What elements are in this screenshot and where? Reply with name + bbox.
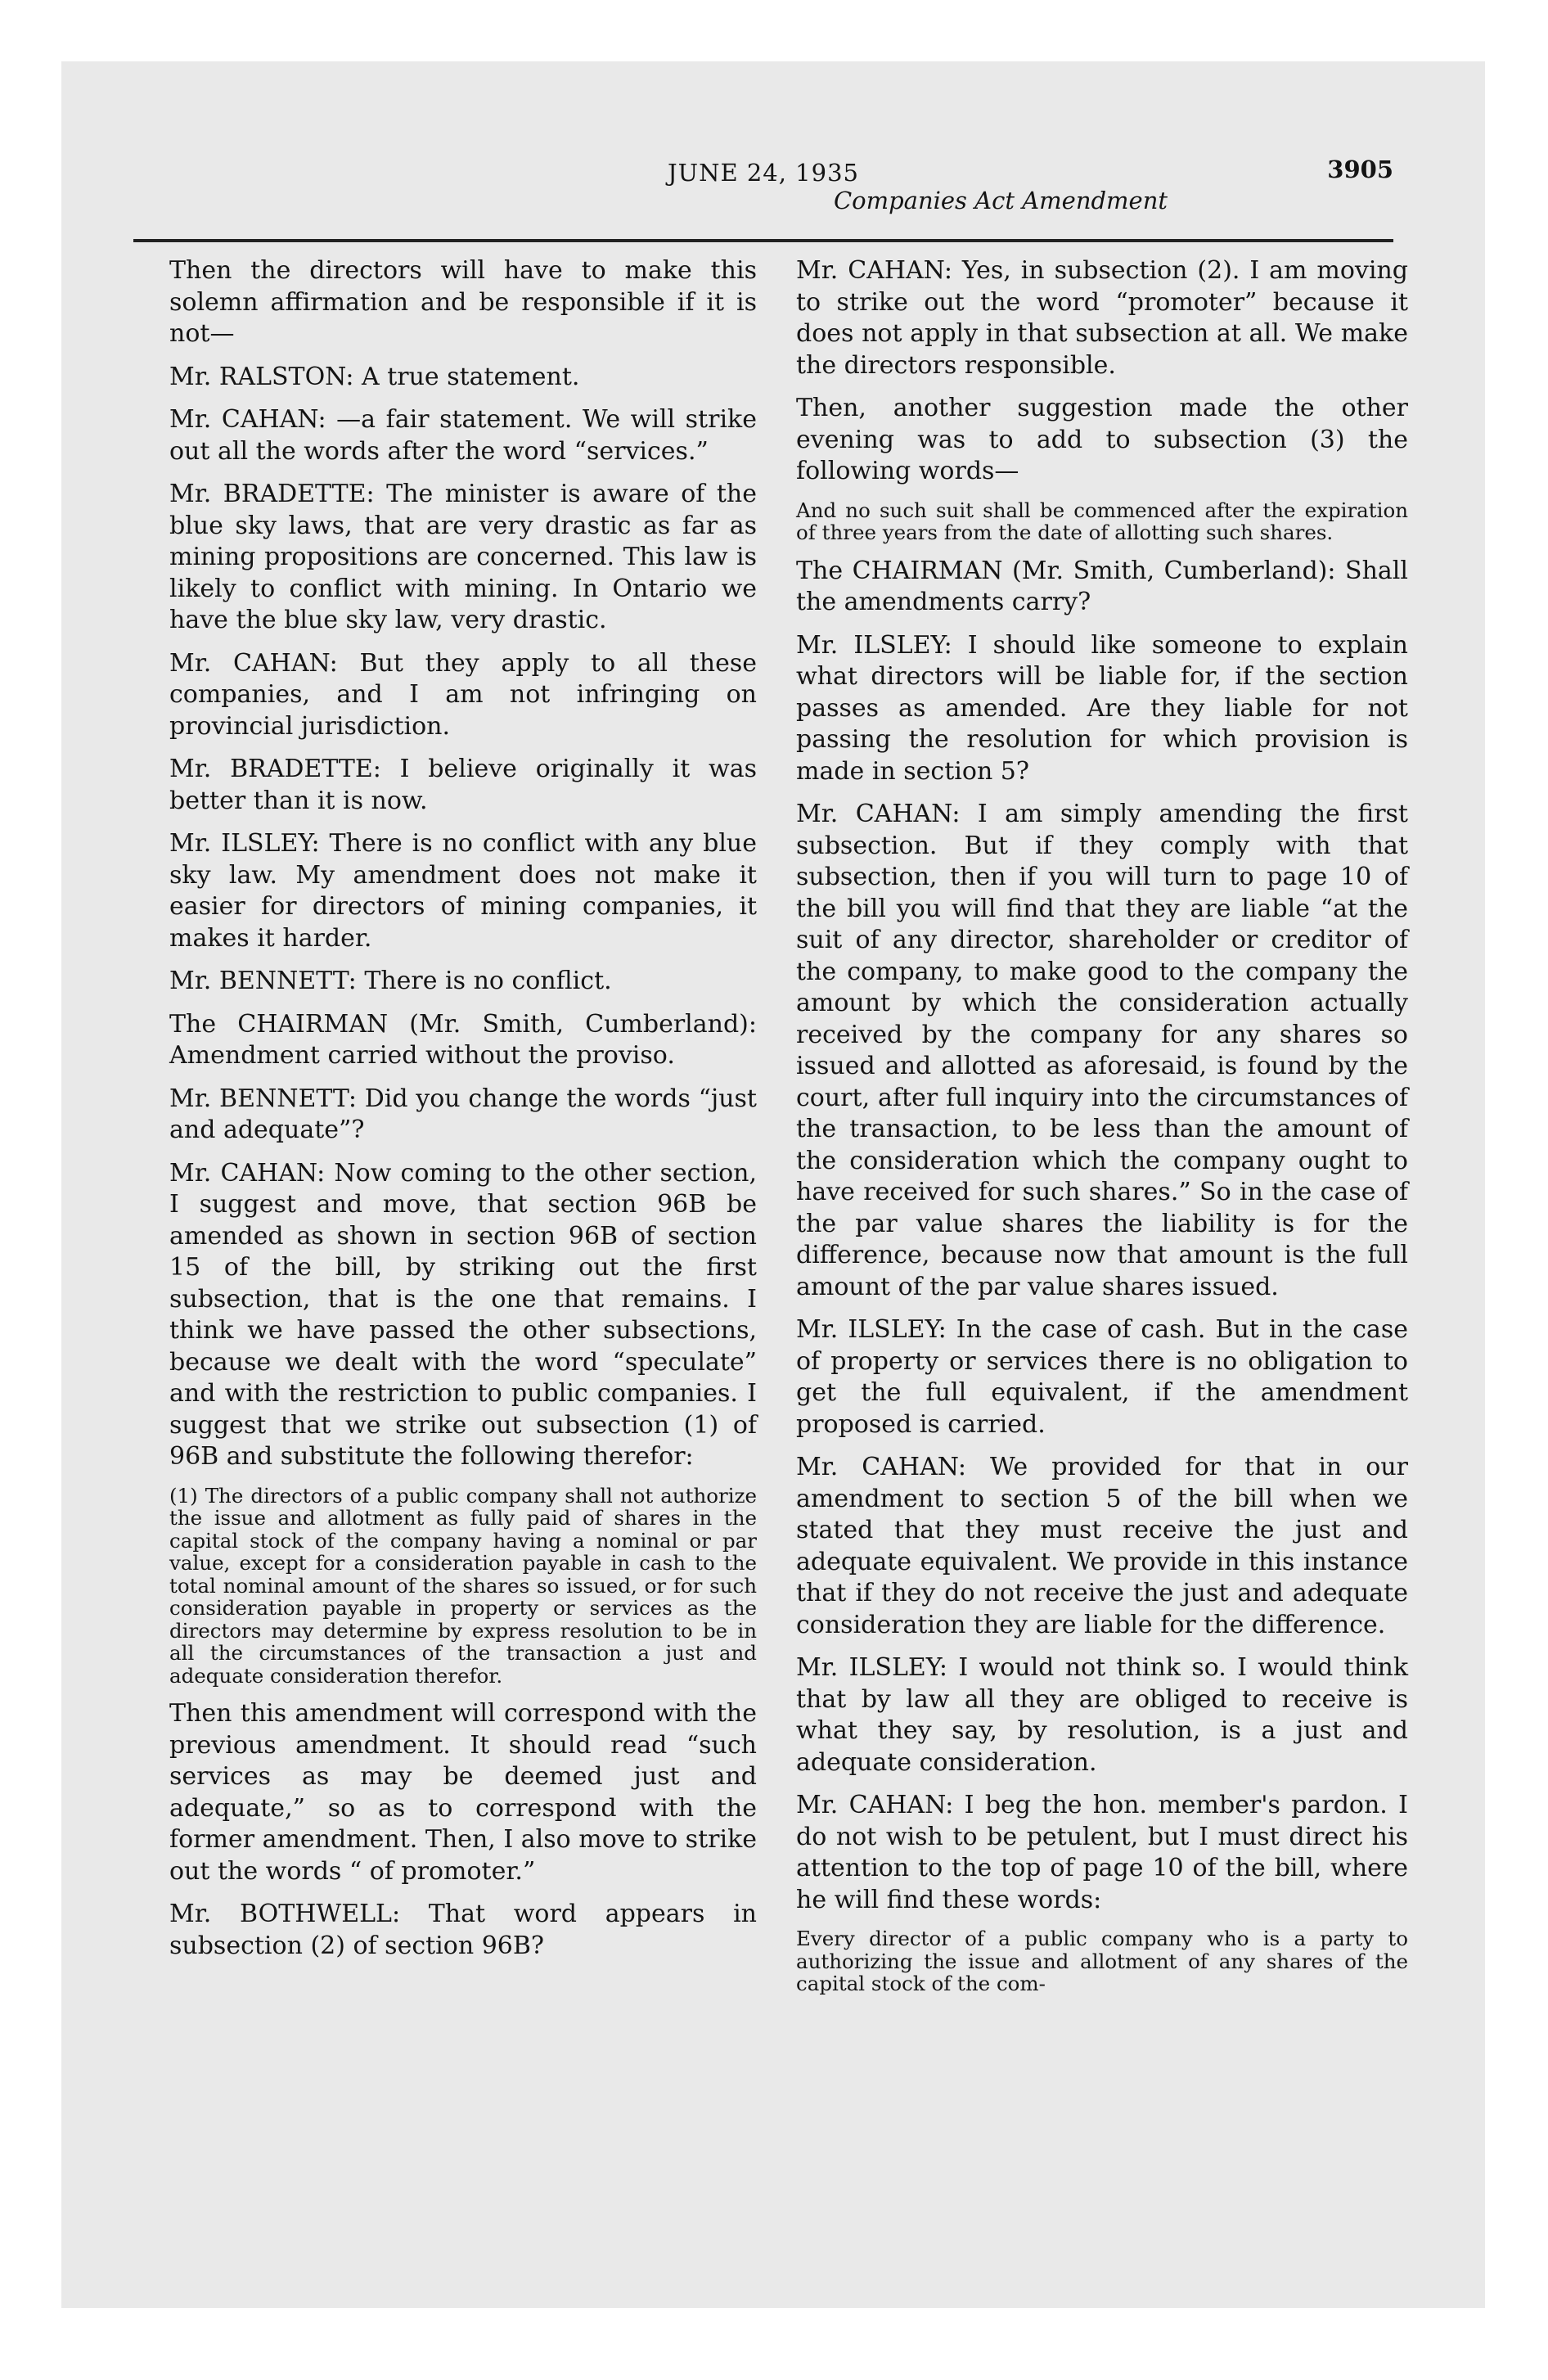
paragraph: Then this amendment will correspond with the previous amendment. It should read “such services as may be deemed just and adequate,” so as to correspond with the former amendment. Then, I also move to strike out the words “ of promoter.” bbox=[169, 1699, 757, 1886]
left-column bbox=[169, 255, 757, 1973]
right-column bbox=[796, 255, 1408, 2007]
paragraph: Mr. CAHAN: I beg the hon. member's pardon. I do not wish to be petulent, but I must direct his attention to the top of page 10 of the bill, where he will find these words: bbox=[796, 1791, 1408, 1914]
page-header bbox=[133, 144, 1393, 218]
paragraph: Mr. BENNETT: There is no conflict. bbox=[169, 967, 612, 995]
paragraph: Mr. ILSLEY: In the case of cash. But in the case of property or services there is no obligation to get the full equivalent, if the amendment proposed is carried. bbox=[796, 1315, 1408, 1439]
paragraph: Then, another suggestion made the other evening was to add to subsection (3) the following words— bbox=[796, 394, 1408, 485]
page-number: 3905 bbox=[1327, 156, 1393, 183]
paragraph: Then the directors will have to make this solemn affirmation and be responsible if it is not— bbox=[169, 256, 757, 348]
quoted-clause: And no such suit shall be commenced after the expiration of three years from the date of allotting such shares. bbox=[796, 498, 1408, 544]
paragraph: Mr. CAHAN: —a fair statement. We will strike out all the words after the word “services.” bbox=[169, 405, 757, 466]
paragraph: Mr. ILSLEY: I would not think so. I would think that by law all they are obliged to receive is what they say, by resolution, is a just and adequate consideration. bbox=[796, 1653, 1408, 1777]
header-rule bbox=[133, 239, 1393, 242]
paragraph: The CHAIRMAN (Mr. Smith, Cumberland): Amendment carried without the proviso. bbox=[169, 1009, 757, 1070]
paragraph: Mr. BRADETTE: The minister is aware of the blue sky laws, that are very drastic as far as mining propositions are concerned. This law is likely to conflict with mining. In Ontario we have the blue sky law, very drastic. bbox=[169, 480, 757, 634]
paragraph: Mr. CAHAN: Yes, in subsection (2). I am moving to strike out the word “promoter” because it does not apply in that subsection at all. We make the directors responsible. bbox=[796, 256, 1408, 380]
paragraph: Mr. RALSTON: A true statement. bbox=[169, 362, 580, 391]
header-date: JUNE 24, 1935 bbox=[668, 159, 859, 187]
running-title: Companies Act Amendment bbox=[833, 187, 1168, 214]
paragraph: The CHAIRMAN (Mr. Smith, Cumberland): Shall the amendments carry? bbox=[796, 556, 1408, 616]
paragraph: Mr. CAHAN: We provided for that in our amendment to section 5 of the bill when we stated that they must receive the just and adequate equivalent. We provide in this instance that if they do not receive the just and adequate consideration they are liable for the difference. bbox=[796, 1453, 1408, 1639]
paragraph: Mr. CAHAN: I am simply amending the first subsection. But if they comply with that subsection, then if you will turn to page 10 of the bill you will find that they are liable “at the suit of any director, shareholder or creditor of the company, to make good to the company the amount by which the consideration actually received by the company for any shares so issued and allotted as aforesaid, is found by the court, after full inquiry into the circumstances of the transaction, to be less than the amount of the consideration which the company ought to have received for such shares.” So in the case of the par value shares the liability is for the difference, because now that amount is the full amount of the par value shares issued. bbox=[796, 800, 1408, 1301]
paragraph: Mr. ILSLEY: There is no conflict with any blue sky law. My amendment does not make it easier for directors of mining companies, it makes it harder. bbox=[169, 829, 757, 953]
paragraph: Mr. BRADETTE: I believe originally it was better than it is now. bbox=[169, 755, 757, 815]
quoted-clause: (1) The directors of a public company shall not authorize the issue and allotment as fully paid of shares in the capital stock of the company having a nominal or par value, except for a consideration payable in cash to the total nominal amount of the shares so issued, or for such consideration payable in property or services as the directors may determine by express resolution to be in all the circumstances of the transaction a just and adequate consideration therefor. bbox=[169, 1483, 757, 1688]
paragraph: Mr. CAHAN: But they apply to all these companies, and I am not infringing on provincial jurisdiction. bbox=[169, 648, 757, 741]
paragraph: Mr. BOTHWELL: That word appears in subsection (2) of section 96B? bbox=[169, 1900, 757, 1960]
paragraph: Mr. CAHAN: Now coming to the other section, I suggest and move, that section 96B be amended as shown in section 96B of section 15 of the bill, by striking out the first subsection, that is the one that remains. I think we have passed the other subsections, because we dealt with the word “speculate” and with the restriction to public companies. I suggest that we strike out subsection (1) of 96B and substitute the following therefor: bbox=[169, 1158, 757, 1471]
quoted-clause: Every director of a public company who is a party to authorizing the issue and allotment of any shares of the capital stock of the com- bbox=[796, 1927, 1408, 1995]
paragraph: Mr. BENNETT: Did you change the words “just and adequate”? bbox=[169, 1084, 757, 1144]
paragraph: Mr. ILSLEY: I should like someone to explain what directors will be liable for, if the section passes as amended. Are they liable for not passing the resolution for which provision is made in section 5? bbox=[796, 630, 1408, 786]
